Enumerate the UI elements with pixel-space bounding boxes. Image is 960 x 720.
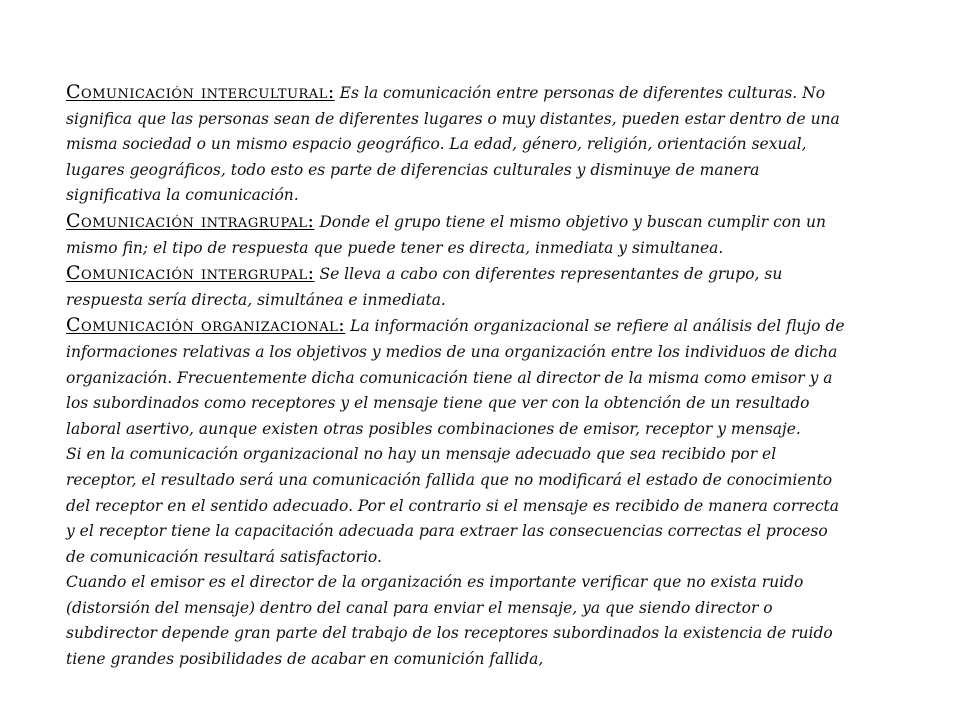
paragraph-mensaje-adecuado: Si en la comunicación organizacional no hay un mensaje adecuado que sea recibido por el receptor, el resultado será una comunicación fallida que no modificará el estado de conocimiento del receptor en el sentido adecuado. Por el contrario si el mensaje es recibido de manera correcta y el receptor tiene la capacitación adecuada para extraer las consecuencias correctas el proceso de comunicación resultará satisfactorio. [66, 445, 839, 566]
term-heading: Comunicación organizacional: [66, 314, 346, 337]
definition-text: Donde el grupo tiene el mismo objetivo y buscan cumplir con un mismo fin; el tipo de respuesta que puede tener es directa, inmediata y simultanea. [66, 212, 826, 257]
definition-intragrupal [66, 209, 846, 261]
slide-text-body [66, 80, 846, 673]
paragraph-emisor-director: Cuando el emisor es el director de la organización es importante verificar que no exista ruido (distorsión del mensaje) dentro del canal para enviar el mensaje, ya que siendo director o subdirector depende gran parte del trabajo de los receptores subordinados la existencia de ruido tiene grandes posibilidades de acabar en comunición fallida, [66, 573, 833, 669]
definition-text: Se lleva a cabo con diferentes representantes de grupo, su respuesta sería directa, simultánea e inmediata. [66, 265, 783, 309]
term-heading: Comunicación intragrupal: [66, 209, 315, 232]
definition-text: Es la comunicación entre personas de diferentes culturas. No significa que las personas sean de diferentes lugares o muy distantes, pueden estar dentro de una misma sociedad o un mismo espacio geográfico. La edad, género, religión, orientación sexual, lugares geográficos, todo esto es parte de diferencias culturales y disminuye de manera significativa la comunicación. [66, 84, 840, 205]
definition-text: La información organizacional se refiere al análisis del flujo de informaciones relativas a los objetivos y medios de una organización entre los individuos de dicha organización. Frecuentemente dicha comunicación tiene al director de la misma como emisor y a los subordinados como receptores y el mensaje tiene que ver con la obtención de un resultado laboral asertivo, aunque existen otras posibles combinaciones de emisor, receptor y mensaje. [66, 317, 845, 438]
definition-organizacional [66, 313, 846, 442]
definition-intergrupal [66, 261, 846, 313]
definition-intercultural [66, 80, 846, 209]
term-heading: Comunicación intercultural: [66, 81, 335, 103]
term-heading: Comunicación intergrupal: [66, 262, 315, 285]
